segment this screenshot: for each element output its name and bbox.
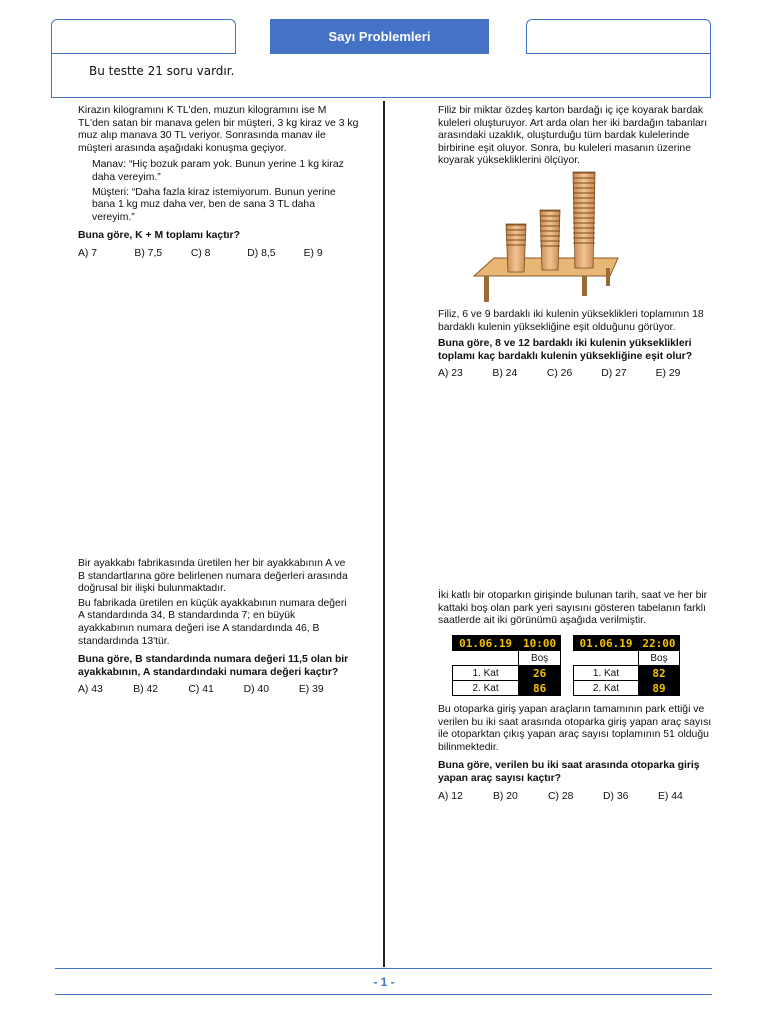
q4-question: Buna göre, verilen bu iki saat arasında otoparka giriş yapan araç sayısı kaçtır?: [438, 760, 700, 784]
q4-option-c[interactable]: C) 28: [548, 790, 574, 802]
q3-option-c[interactable]: C) 41: [188, 684, 214, 696]
q4-text2: Bu otoparka giriş yapan araçların tamamının park ettiği ve verilen bu iki saat arasında otoparka giriş yapan araç sayısı ile otoparktan çıkış yapan araç sayısı toplamının 51 olduğu bilinmektedir.: [438, 704, 712, 753]
test-info-text: Bu testte 21 soru vardır.: [89, 64, 235, 78]
q2-option-b[interactable]: B) 24: [492, 368, 518, 380]
q3-text2: Bu fabrikada üretilen en küçük ayakkabının numara değeri A standardında 34, B standardında 7; en büyük ayakkabının numara değeri ise A standardında 46, B standardında 13'tür.: [78, 597, 347, 647]
question-2-cont: [438, 309, 710, 381]
sign2-time: 22:00: [638, 636, 679, 651]
q1-option-a[interactable]: A) 7: [78, 247, 98, 259]
table-leg: [582, 276, 587, 296]
q4-text: İki katlı bir otoparkın girişinde bulunan tarih, saat ve her bir kattaki boş olan park yeri sayısını gösteren tabelanın farklı saatlerde ait iki görünümü aşağıda verilmiştir.: [438, 590, 708, 627]
parking-sign-evening: [573, 635, 680, 696]
question-3: [78, 558, 354, 697]
q4-option-e[interactable]: E) 44: [658, 790, 683, 802]
cup-tower-tall: [573, 172, 595, 268]
q2-text2: Filiz, 6 ve 9 bardaklı iki kulenin yükseklikleri toplamının 18 bardaklı kulenin yüksekliğine eşit olduğunu görüyor.: [438, 309, 704, 333]
q1-text: Kirazın kilogramını K TL'den, muzun kilogramını ise M TL'den satan bir manava gelen bir müşteri, 3 kg kiraz ve 3 kg muz alıp manava 30 TL veriyor. Sonrasında manav ile müşteri arasında aşağıdaki konuşma geçiyor.: [78, 105, 359, 154]
sign1-floor1-value: 26: [519, 666, 561, 681]
sign1-floor2-value: 86: [519, 681, 561, 696]
q1-dialog-grocer: Manav: “Hiç bozuk param yok. Bunun yerine 1 kg kiraz daha vereyim.”: [92, 159, 344, 183]
cup-tower-medium: [540, 210, 560, 270]
q1-option-b[interactable]: B) 7,5: [134, 247, 163, 259]
q2-question: Buna göre, 8 ve 12 bardaklı iki kulenin yükseklikleri toplamı kaç bardaklı kulenin yüksekliğine eşit olur?: [438, 338, 693, 362]
question-4-cont: [438, 704, 713, 803]
q1-option-d[interactable]: D) 8,5: [247, 247, 276, 259]
sign2-floor1-label: 1. Kat: [574, 666, 639, 681]
q4-option-b[interactable]: B) 20: [493, 790, 518, 802]
q3-text: Bir ayakkabı fabrikasında üretilen her bir ayakkabının A ve B standartlarına göre belirlenen numara değerleri arasında doğrusal bir ilişki bulunmaktadır.: [78, 558, 348, 595]
question-4: [438, 590, 713, 630]
test-info-box: [51, 52, 711, 98]
sign2-floor2-label: 2. Kat: [574, 681, 639, 696]
cup-tower-small: [506, 224, 526, 272]
page-number: - 1 -: [373, 975, 395, 989]
question-2: [438, 105, 710, 170]
q1-options: [78, 248, 360, 261]
q2-option-a[interactable]: A) 23: [438, 368, 463, 380]
q2-option-c[interactable]: C) 26: [546, 368, 573, 380]
page-title: [270, 19, 489, 54]
sign2-floor2-value: 89: [638, 681, 679, 696]
q3-option-d[interactable]: D) 40: [243, 684, 270, 696]
q4-option-d[interactable]: D) 36: [603, 790, 629, 802]
cup-towers-illustration: [470, 168, 630, 304]
table-leg: [606, 268, 610, 286]
q2-text: Filiz bir miktar özdeş karton bardağı iç içe koyarak bardak kuleleri oluşturuyor. Art arda olan her iki bardağın tabanları arasındaki uzaklık, oluşturduğu tüm bardak kulelerinde birbirine eşit oluyor. Sonra, bu kuleleri masanın üzerine koyarak yüksekliklerini ölçüyor.: [438, 105, 708, 167]
q1-option-e[interactable]: E) 9: [303, 247, 323, 259]
sign1-floor2-label: 2. Kat: [453, 681, 519, 696]
header-left-box: [51, 19, 236, 54]
sign1-time: 10:00: [519, 636, 561, 651]
question-1: [78, 105, 360, 261]
sign2-date: 01.06.19: [574, 636, 639, 651]
q3-question: Buna göre, B standardında numara değeri 11,5 olan bir ayakkabının, A standardındaki numara değeri kaçtır?: [78, 654, 349, 678]
q3-option-a[interactable]: A) 43: [78, 684, 103, 696]
column-divider: [383, 101, 385, 967]
q1-option-c[interactable]: C) 8: [190, 247, 211, 259]
sign1-date: 01.06.19: [453, 636, 519, 651]
parking-sign-morning: [452, 635, 561, 696]
q2-option-d[interactable]: D) 27: [601, 368, 627, 380]
q4-options: [438, 791, 713, 804]
q2-options: [438, 368, 710, 381]
q1-dialog-customer: Müşteri: “Daha fazla kiraz istemiyorum. Bunun yerine bana 1 kg muz daha ver, ben de sana 3 TL daha vereyim.”: [92, 186, 336, 223]
footer-line-bottom: [55, 994, 712, 995]
q3-options: [78, 684, 354, 697]
sign2-header: Boş: [638, 651, 679, 666]
sign1-header: Boş: [519, 651, 561, 666]
q3-option-e[interactable]: E) 39: [298, 684, 324, 696]
q1-question: Buna göre, K + M toplamı kaçtır?: [78, 230, 240, 242]
page-title-text: Sayı Problemleri: [328, 29, 431, 44]
footer-line-top: [55, 968, 712, 969]
q4-option-a[interactable]: A) 12: [438, 790, 463, 802]
q2-option-e[interactable]: E) 29: [655, 368, 681, 380]
table-leg: [484, 276, 489, 302]
header-right-box: [526, 19, 711, 54]
q3-option-b[interactable]: B) 42: [133, 684, 159, 696]
sign1-floor1-label: 1. Kat: [453, 666, 519, 681]
sign2-floor1-value: 82: [638, 666, 679, 681]
